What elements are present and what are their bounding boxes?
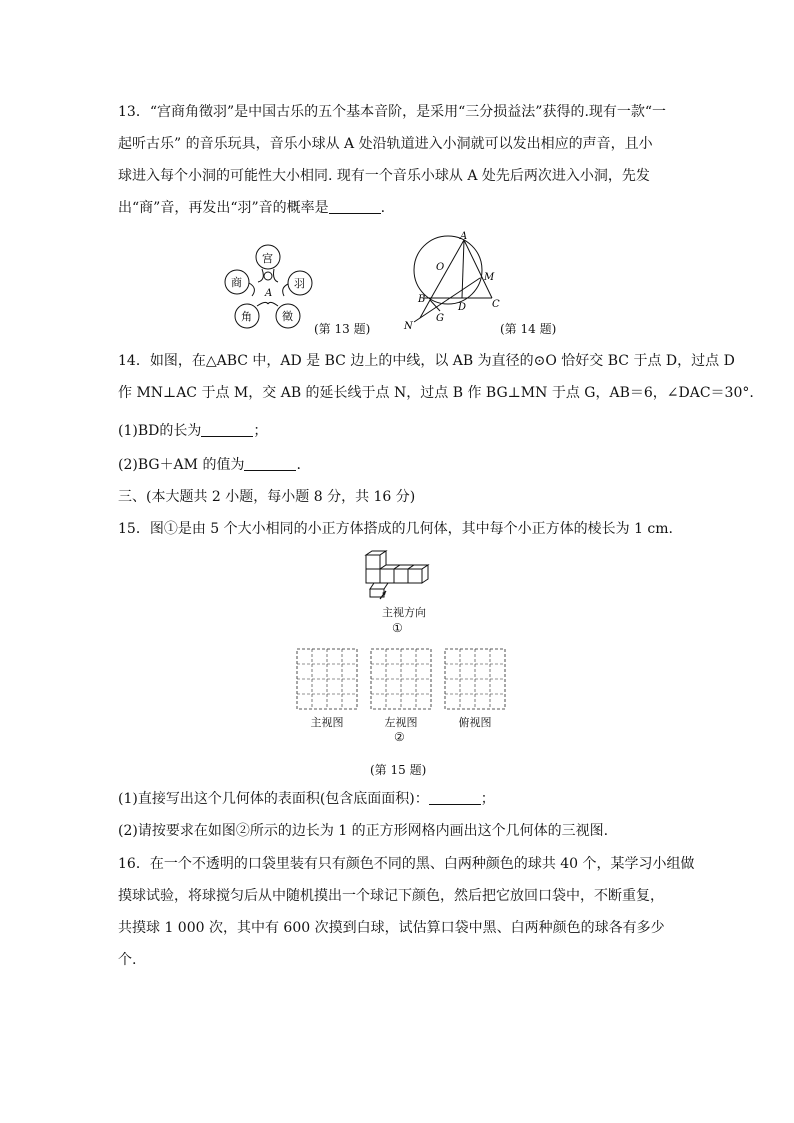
q13-label-a: A — [265, 288, 273, 299]
q14-label-n: N — [404, 321, 413, 330]
q15-part-1-blank[interactable] — [429, 790, 481, 805]
q14-segment-ac — [464, 240, 492, 298]
q14-label-c: C — [492, 299, 500, 310]
q15-grid-top[interactable] — [444, 648, 506, 710]
q16-line-3: 共摸球 1 000 次，其中有 600 次摸到白球，试估算口袋中黑、白两种颜色的球各有多少 — [118, 920, 665, 936]
q15-part-1 — [118, 790, 495, 808]
q13-line-1: 13．“宫商角徵羽”是中国古乐的五个基本音阶，是采用“三分损益法”获得的.现有一款“一 — [118, 104, 667, 120]
q14-label-b: B — [418, 294, 426, 305]
q14-part-1 — [118, 422, 267, 440]
q15-line-1: 15．图①是由 5 个大小相同的小正方体搭成的几何体，其中每个小正方体的棱长为 1 cm. — [118, 521, 673, 537]
q16-line-2: 摸球试验，将球搅匀后从中随机摸出一个球记下颜色，然后把它放回口袋中，不断重复， — [118, 888, 664, 904]
q15-grid-left[interactable] — [370, 648, 432, 710]
q15-cube-lower-3 — [394, 569, 408, 583]
q13-label-zhi: 徵 — [282, 310, 293, 323]
q15-cube-lower-2 — [380, 569, 394, 583]
q14-part-2-text: (2)BG＋AM 的值为 — [118, 457, 245, 473]
q13-label-jue: 角 — [241, 310, 252, 323]
q13-answer-blank[interactable] — [329, 199, 381, 214]
q14-label-g: G — [436, 313, 444, 324]
q13-line-3: 球进入每个小洞的可能性大小相同. 现有一个音乐小球从 A 处先后两次进入小洞，先发 — [118, 168, 650, 184]
q15-cube-lower-1 — [366, 569, 380, 583]
q16-line-1: 16．在一个不透明的口袋里装有只有颜色不同的黑、白两种颜色的球共 40 个，某学习小组做 — [118, 856, 695, 872]
q15-fig1-number: ① — [392, 621, 403, 635]
q13-line-4 — [118, 199, 385, 217]
q15-part-1-text: (1)直接写出这个几何体的表面积(包含底面面积)： — [118, 791, 429, 807]
q13-line-2: 起听古乐” 的音乐玩具，音乐小球从 A 处沿轨道进入小洞就可以发出相应的声音，且小 — [118, 136, 653, 152]
q14-part-2-end: . — [296, 457, 301, 473]
q14-label-a: A — [460, 231, 468, 242]
q14-part-2-blank[interactable] — [244, 456, 296, 471]
q13-caption: (第 13 题) — [314, 322, 371, 336]
q14-line-2: 作 MN⊥AC 于点 M，交 AB 的延长线于点 N，过点 B 作 BG⊥MN 于点 G，AB＝6，∠DAC＝30°. — [118, 385, 754, 401]
section-3-heading: 三、(本大题共 2 小题，每小题 8 分，共 16 分) — [118, 489, 416, 505]
q14-part-1-end: ； — [253, 423, 268, 439]
q15-label-left-view: 左视图 — [384, 716, 418, 729]
q13-label-gong: 宫 — [262, 252, 273, 265]
q14-caption: (第 14 题) — [500, 322, 557, 336]
q15-label-top-view: 俯视图 — [458, 716, 492, 729]
q15-part-1-end: ； — [480, 791, 495, 807]
q13-label-shang: 商 — [231, 276, 242, 289]
q14-part-1-blank[interactable] — [201, 422, 253, 437]
q13-line-4-text: 出“商”音，再发出“羽”音的概率是 — [118, 200, 329, 216]
q15-cube-upper — [366, 555, 380, 569]
q14-part-1-text: (1)BD的长为 — [118, 423, 202, 439]
q15-caption: (第 15 题) — [370, 763, 427, 777]
q14-part-2 — [118, 456, 301, 474]
q14-label-m: M — [484, 272, 495, 283]
q15-cube-front-top — [370, 583, 388, 589]
q14-line-1: 14．如图，在△ABC 中，AD 是 BC 边上的中线，以 AB 为直径的⊙O 恰好交 BC 于点 D，过点 D — [118, 353, 735, 369]
q14-figure — [400, 228, 510, 330]
q15-cube-lower-4 — [408, 569, 422, 583]
q15-label-front-view: 主视图 — [310, 716, 344, 729]
q15-part-2: (2)请按要求在如图②所示的边长为 1 的正方形网格内画出这个几何体的三视图. — [118, 823, 609, 839]
q13-figure — [222, 240, 322, 335]
q14-label-d: D — [458, 302, 467, 313]
q13-start-point — [264, 272, 272, 280]
q15-arrow-label: 主视方向 — [382, 606, 426, 619]
q15-fig2-number: ② — [394, 730, 405, 744]
q16-line-4: 个. — [118, 952, 137, 968]
q13-end: . — [380, 200, 386, 216]
q13-label-yu: 羽 — [294, 277, 305, 290]
q14-label-o: O — [436, 262, 445, 273]
q15-grid-front[interactable] — [296, 648, 358, 710]
